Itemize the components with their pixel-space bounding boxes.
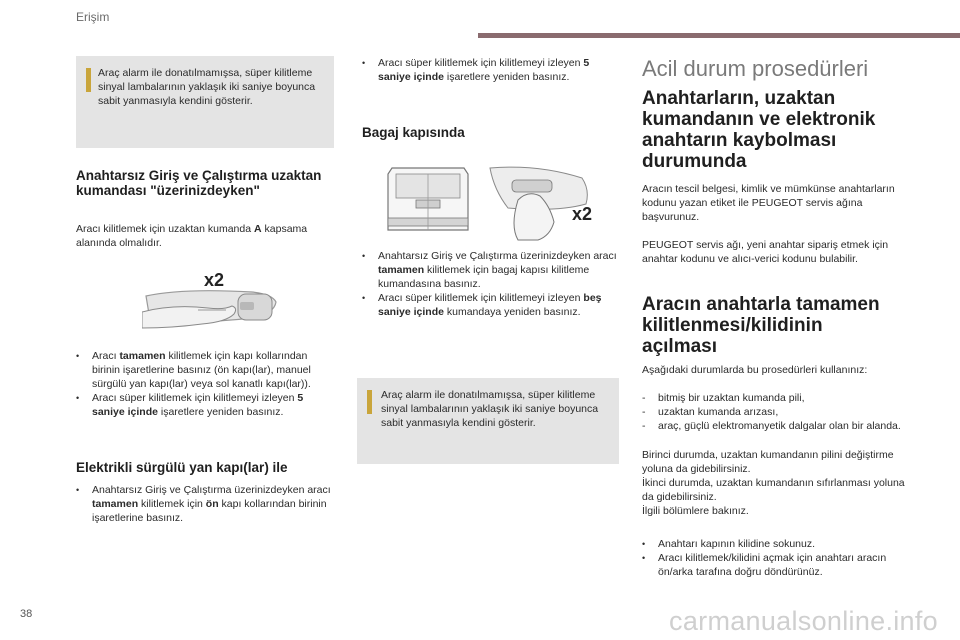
info-text: Araç alarm ile donatılmamışsa, süper kilitleme sinyal lambalarının yaklaşık iki saniye boyunca sabit yanmasıyla kendini gösterir. — [98, 67, 316, 107]
info-box-alarm — [357, 378, 619, 464]
text: Aracı kilitlemek için uzaktan kumanda — [76, 223, 254, 235]
text: Aracı süper kilitlemek için kilitlemeyi izleyen — [378, 292, 584, 304]
list-item — [362, 291, 620, 319]
press-twice-label: x2 — [204, 270, 225, 290]
van-rear-illustration — [378, 160, 608, 242]
text: işaretlere yeniden basınız. — [157, 406, 284, 418]
heading-keyless-remote: Anahtarsız Giriş ve Çalıştırma uzaktan kumandası "üzerinizdeyken" — [76, 168, 322, 198]
bullet-marker: • — [76, 351, 80, 361]
bullet-marker: • — [642, 539, 646, 549]
illustration-door-handle — [142, 268, 282, 340]
text: kilitlemek için — [138, 498, 206, 510]
dash-marker: - — [642, 420, 646, 432]
bullet-list-tailgate — [362, 249, 620, 319]
header-rule — [478, 33, 960, 38]
bullet-marker: • — [642, 553, 646, 563]
dash-marker: - — [642, 406, 646, 418]
text: Anahtarsız Giriş ve Çalıştırma üzerinizdeyken aracı — [378, 250, 617, 262]
text: kumandaya yeniden basınız. — [443, 306, 581, 318]
info-text: Araç alarm ile donatılmamışsa, süper kilitleme sinyal lambalarının yaklaşık iki saniye boyunca sabit yanmasıyla kendini gösterir. — [381, 389, 599, 429]
list-item — [642, 537, 912, 551]
bullet-marker: • — [76, 485, 80, 495]
paragraph: Aracın tescil belgesi, kimlik ve mümkünse anahtarların kodunu yazan etiket ile PEUGEOT servis ağına başvurunuz. — [642, 183, 895, 223]
bullet-list-sliding — [76, 483, 334, 525]
section-label: Erişim — [76, 10, 110, 24]
list-item — [76, 391, 334, 419]
paragraph: İkinci durumda, uzaktan kumandanın sıfırlanması yoluna da gidebilirsiniz. — [642, 477, 905, 503]
text-bold: tamamen — [92, 498, 139, 510]
info-bar — [86, 68, 91, 92]
text: işaretlere yeniden basınız. — [443, 71, 570, 83]
text: kilitlemek için bagaj kapısı kilitleme kumandasına basınız. — [378, 264, 590, 290]
heading-tailgate: Bagaj kapısında — [362, 125, 465, 140]
bullet-list-superlock — [362, 56, 620, 84]
text: bitmiş bir uzaktan kumanda pili, — [658, 392, 805, 404]
list-item — [76, 483, 334, 525]
list-item — [642, 419, 912, 433]
text: kapı kollarından birinin işaretlerine basınız. — [92, 498, 327, 524]
page-number: 38 — [20, 608, 33, 620]
text-bold: A — [254, 223, 262, 235]
press-twice-label: x2 — [572, 204, 593, 224]
paragraph: PEUGEOT servis ağı, yeni anahtar sipariş etmek için anahtar kodunu ve alıcı-verici kodunu bulabilir. — [642, 239, 889, 265]
text: Aracı — [92, 350, 120, 362]
bullet-marker: • — [76, 393, 80, 403]
text: Aracı kilitlemek/kilidini açmak için anahtarı aracın ön/arka tarafına doğru döndürünüz. — [658, 552, 887, 578]
paragraph-range — [76, 222, 326, 250]
paragraph-group — [642, 448, 912, 518]
illustration-tailgate — [378, 160, 608, 242]
heading-key-lock: Aracın anahtarla tamamen kilitlenmesi/kilidinin açılması — [642, 294, 880, 357]
watermark: carmanualsonline.info — [669, 606, 938, 636]
text-bold: tamamen — [119, 350, 166, 362]
list-item — [642, 551, 912, 579]
paragraph: Aşağıdaki durumlarda bu prosedürleri kullanınız: — [642, 364, 868, 376]
text: Anahtarsız Giriş ve Çalıştırma üzerinizdeyken aracı — [92, 484, 331, 496]
text-bold: ön — [205, 498, 219, 510]
dash-list — [642, 391, 912, 433]
bullet-list-key — [642, 537, 912, 579]
bullet-marker: • — [362, 293, 366, 303]
text: araç, güçlü elektromanyetik dalgalar olan bir alanda. — [658, 420, 901, 432]
info-box-alarm — [76, 56, 334, 148]
list-item — [362, 249, 620, 291]
paragraph: Birinci durumda, uzaktan kumandanın pilini değiştirme yoluna da gidebilirsiniz. — [642, 449, 894, 475]
text: Aracı süper kilitlemek için kilitlemeyi izleyen — [378, 57, 584, 69]
text: Anahtarı kapının kilidine sokunuz. — [658, 538, 816, 550]
text: kilitlemek için kapı kollarından birinin işaretlerine basınız (ön kapı(lar), manuel sürgülü yan kapı(lar) veya sol kanatlı kapı(lar)). — [92, 350, 311, 390]
list-item — [362, 56, 620, 84]
heading-lost-keys: Anahtarların, uzaktan kumandanın ve elektronik anahtarın kaybolması durumunda — [642, 88, 876, 172]
bullet-marker: • — [362, 58, 366, 68]
heading-sliding-door: Elektrikli sürgülü yan kapı(lar) ile — [76, 460, 288, 475]
info-bar — [367, 390, 372, 414]
list-item — [642, 405, 912, 419]
dash-marker: - — [642, 392, 646, 404]
text: uzaktan kumanda arızası, — [658, 406, 779, 418]
text-bold: 5 saniye içinde — [92, 392, 304, 418]
bullet-marker: • — [362, 251, 366, 261]
list-item — [76, 349, 334, 391]
text: Aracı süper kilitlemek için kilitlemeyi izleyen — [92, 392, 298, 404]
text-bold: 5 saniye içinde — [378, 57, 590, 83]
text-bold: tamamen — [378, 264, 425, 276]
page-title: Acil durum prosedürleri — [642, 56, 869, 81]
bullet-list-locking — [76, 349, 334, 419]
text-bold: beş saniye içinde — [378, 292, 602, 318]
list-item — [642, 391, 912, 405]
text: kapsama alanında olmalıdır. — [76, 223, 308, 249]
paragraph: İlgili bölümlere bakınız. — [642, 505, 749, 517]
